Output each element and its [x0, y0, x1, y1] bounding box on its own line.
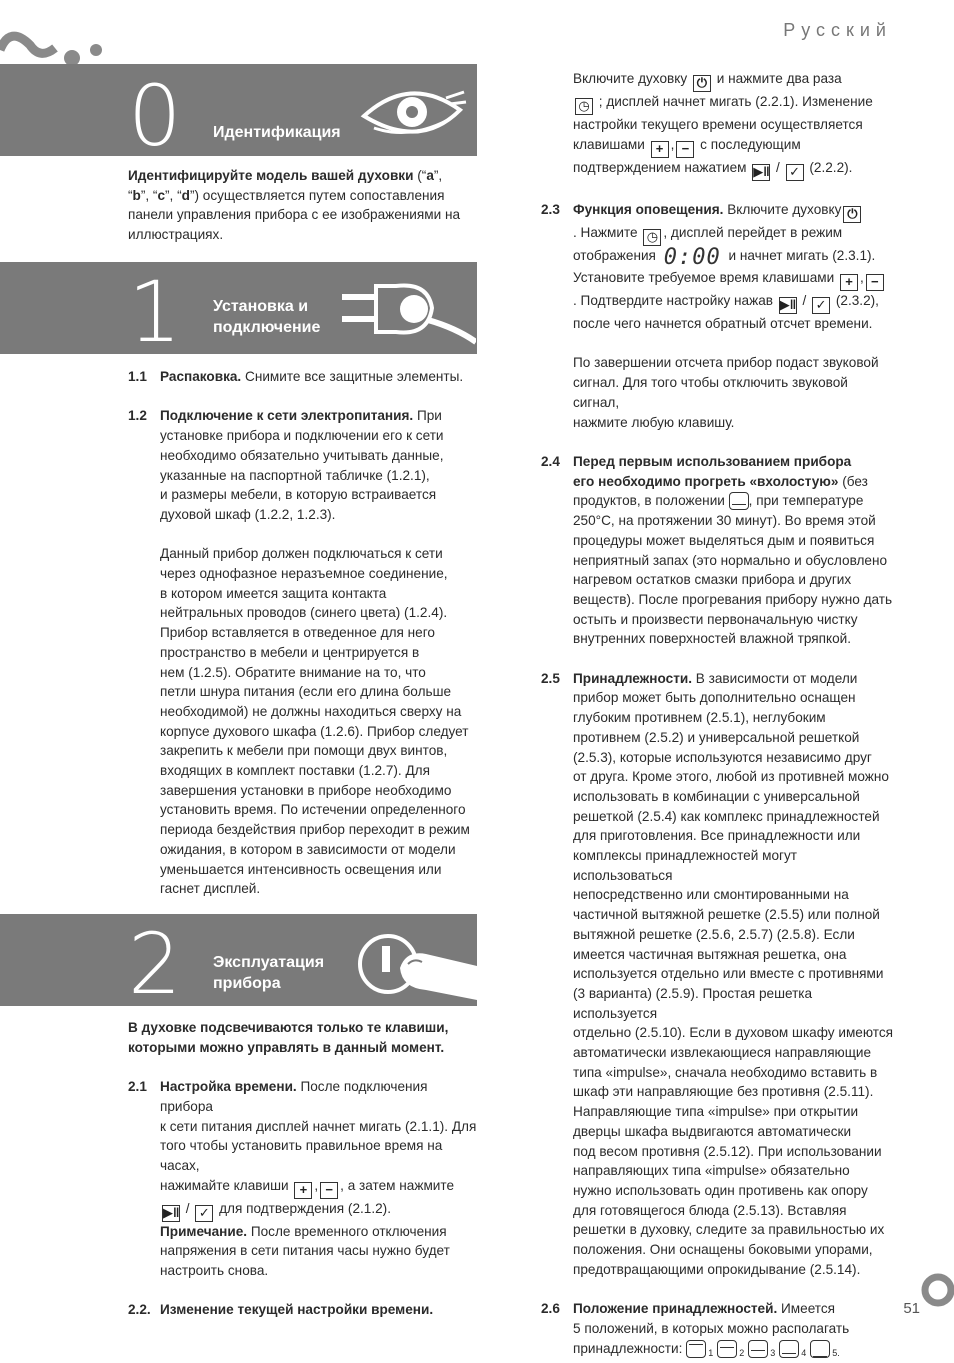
item-heading: Подключение к сети электропитания.	[160, 408, 414, 424]
item-heading: Настройка времени.	[160, 1079, 297, 1095]
shelf-position-icon	[717, 1340, 737, 1358]
shelf-position-icon	[748, 1340, 768, 1358]
text-line: установить время. По истечении определенного	[160, 802, 466, 818]
section-2-content-left	[128, 1018, 478, 1320]
play-pause-key-icon: ▶‖	[753, 163, 770, 179]
text-line: закрепить к мебели при помощи двух винтов,	[160, 743, 448, 759]
brand-logo-swirl	[0, 20, 110, 70]
item-heading: Функция оповещения.	[573, 202, 724, 218]
text-line: сигнал. Для того чтобы отключить звуковой сигнал,	[573, 375, 848, 410]
text-line: прибор может быть дополнительно оснащен	[573, 690, 856, 706]
shelf-position-icon	[686, 1340, 706, 1358]
text-line: под весом противня (2.5.12). При использовании	[573, 1143, 882, 1159]
text-line: дверцы шкафа выдвигаются автоматически	[573, 1123, 852, 1139]
item-number: 2.5	[541, 670, 560, 686]
item-number: 2.4	[541, 453, 560, 469]
text-line: корпусе духового шкафа (1.2.6). Прибор следует	[160, 723, 469, 739]
clock-key-icon: ◷	[575, 98, 593, 115]
shelf-position-icon	[729, 492, 749, 510]
text: ”, “	[165, 187, 182, 203]
item-heading: Изменение текущей настройки времени.	[160, 1302, 434, 1318]
text-line: от друга. Кроме этого, любой из противней можно	[573, 769, 889, 785]
item-2-3	[541, 200, 896, 432]
text-line: завершения установки в приборе необходимо	[160, 782, 452, 798]
item-2-2-continued	[541, 69, 896, 181]
text: клавишами	[573, 136, 649, 152]
item-heading: его необходимо прогреть «вхолостую»	[573, 473, 839, 489]
text-line: использовать в комбинации с универсальной	[573, 788, 860, 804]
text: ,	[860, 270, 864, 286]
text-line: того чтобы установить правильное время на часах,	[160, 1138, 443, 1173]
text: После подключения прибора	[160, 1079, 428, 1114]
text: При	[413, 408, 442, 424]
decorative-ring-icon	[920, 1272, 954, 1308]
item-1-1	[128, 367, 478, 387]
text-line: глубоким противнем (2.5.1), неглубоким	[573, 710, 826, 726]
check-key-icon: ✓	[786, 164, 804, 181]
text: В зависимости от модели	[692, 670, 858, 686]
text-line: 5 положений, в которых можно располагать	[573, 1320, 850, 1336]
play-pause-key-icon: ▶‖	[163, 1204, 180, 1220]
text: (2.3.2),	[832, 293, 879, 309]
shelf-position-label: 1	[708, 1347, 714, 1358]
item-heading: Распаковка.	[160, 369, 242, 384]
section-2-header	[0, 914, 477, 1013]
text-line: напряжения в сети питания часы нужно будет	[160, 1243, 450, 1259]
text-line: решетки в духовку, следите за правильностью их	[573, 1222, 885, 1238]
text-line: настройки текущего времени осуществляется	[573, 117, 863, 132]
text: . Подтвердите настройку нажав	[573, 293, 777, 309]
text: продуктов, в положении	[573, 493, 729, 509]
text: нажимайте клавиши	[160, 1177, 293, 1193]
text-line: входящих в комплект поставки (1.2.7). Для	[160, 763, 430, 779]
item-2-1	[128, 1077, 478, 1281]
text: и нажмите два раза	[712, 71, 842, 86]
text: (2.2.2).	[805, 159, 853, 175]
text-line: непосредственно или смонтированными на	[573, 887, 849, 903]
identification-text	[128, 166, 478, 245]
text-line: панели управления прибора с ее изображениями на	[128, 207, 461, 223]
text: После временного отключения	[247, 1223, 447, 1239]
check-key-icon: ✓	[812, 297, 830, 314]
text-line: в котором имеется защита контакта	[160, 585, 387, 601]
text-line: остыть и произвести первоначальную чистку	[573, 611, 858, 627]
text-line: положения. Они оснащены боковыми упорами,	[573, 1242, 873, 1258]
section-number: 1	[128, 263, 182, 361]
text-line: вытяжной решетке (2.5.6, 2.5.7) (2.5.8). Если	[573, 926, 855, 942]
text-line: процедуры может выделяться дым и появиться	[573, 532, 875, 548]
item-2-5	[541, 669, 896, 1280]
text-line: периода бездействия прибор переходит в режим	[160, 822, 470, 838]
text: , а затем нажмите	[340, 1177, 455, 1193]
text: “	[128, 187, 133, 203]
text: (без	[838, 473, 868, 489]
language-label: Русский	[783, 20, 892, 40]
section-title	[213, 952, 324, 994]
text: Включите духовку	[573, 71, 691, 86]
shelf-position-label: 4	[801, 1347, 807, 1358]
text: Имеется	[777, 1301, 836, 1317]
minus-key-icon: −	[866, 274, 884, 291]
text-line: отдельно (2.5.10). Если в духовом шкафу имеются	[573, 1025, 893, 1041]
text: Снимите все защитные элементы.	[241, 369, 464, 384]
text: ,	[670, 136, 675, 152]
title-line: Эксплуатация	[213, 954, 325, 971]
item-number: 2.3	[541, 202, 560, 218]
text-line: и размеры мебели, в которую встраивается	[160, 487, 437, 503]
text-line: нужно использовать один противень как опору	[573, 1182, 868, 1198]
text-line: настроить снова.	[160, 1263, 269, 1279]
text-line: используется отдельно или вместе с противнями	[573, 966, 884, 982]
text-line: нажмите любую клавишу.	[573, 414, 735, 430]
text-line: к сети питания дисплей начнет мигать (2.1.1). Для	[160, 1118, 477, 1134]
text-line: указанные на паспортной табличке (1.2.1),	[160, 467, 430, 483]
intro-line: В духовке подсвечиваются только те клавиши,	[128, 1020, 449, 1035]
text-line: шкаф эти направляющие без противня (2.5.11).	[573, 1084, 874, 1100]
text: (“	[413, 168, 427, 183]
text: отображения	[573, 248, 660, 264]
text-line: для готовящегося блюда (2.5.13). Вставляя	[573, 1202, 847, 1218]
text-line: противнем (2.5.2) и универсальной решеткой	[573, 729, 860, 745]
display-readout: 0:00	[663, 245, 721, 271]
section-title: Идентификация	[213, 124, 341, 141]
note-heading: Примечание.	[160, 1223, 248, 1239]
plug-icon	[336, 276, 476, 346]
text-line: для приготовления. Все принадлежности или	[573, 828, 861, 844]
play-pause-key-icon: ▶‖	[779, 297, 797, 313]
text-line: решеткой (2.5.4) как комплекс принадлежностей	[573, 808, 880, 824]
model-b: b	[132, 187, 141, 203]
text-line: частичной вытяжной решетке (2.5.5) или полной	[573, 907, 880, 923]
section-number: 0	[128, 67, 182, 165]
item-2-4	[541, 452, 896, 649]
text-line: гаснет дисплей.	[160, 881, 261, 897]
page-number: 51	[903, 1300, 920, 1317]
text-line: нейтральных проводов (синего цвета) (1.2.4).	[160, 605, 448, 621]
text-line: 250°C, на протяжении 30 минут). Во время этой	[573, 513, 876, 529]
text: /	[772, 159, 784, 175]
shelf-position-icon	[779, 1340, 799, 1358]
title-line: прибора	[213, 975, 281, 992]
item-number: 1.2	[128, 408, 147, 424]
section-title	[213, 296, 320, 338]
text: подтверждением нажатием	[573, 159, 751, 175]
text-line: автоматически извлекающиеся направляющие	[573, 1045, 872, 1061]
text: ”, “	[140, 187, 158, 203]
right-column	[541, 69, 896, 1363]
text-line: необходимо обязательно учитывать данные,	[160, 447, 444, 463]
text: /	[798, 293, 811, 309]
minus-key-icon: −	[320, 1182, 338, 1199]
text-line: имеется частичная вытяжная решетка, она	[573, 946, 847, 962]
item-heading: Положение принадлежностей.	[573, 1301, 778, 1317]
text: , при температуре	[748, 493, 864, 509]
item-number: 2.6	[541, 1301, 560, 1317]
item-heading: Принадлежности.	[573, 670, 692, 686]
section-1-header	[0, 262, 477, 361]
text: для подтверждения (2.1.2).	[215, 1200, 391, 1216]
text-line: веществ). После прогревания прибору нужно дать	[573, 591, 893, 607]
text-line: необходимой) не должны находиться сверху на	[160, 703, 462, 719]
text-line: неприятный запах (это нормально и обусловлено	[573, 552, 888, 568]
intro-line: которыми можно управлять в данный момент.	[128, 1039, 445, 1055]
text-line: комплексы принадлежностей могут использоваться	[573, 848, 798, 883]
title-line: подключение	[213, 319, 321, 336]
text: ”,	[433, 168, 443, 183]
text-line: внутренних поверхностей влажной тряпкой.	[573, 631, 851, 647]
text: /	[182, 1200, 194, 1216]
text-line: духовой шкаф (1.2.2, 1.2.3).	[160, 506, 336, 522]
text-line: (2.5.3), которые используются независимо друг	[573, 749, 872, 765]
text-line: типа «impulse», сначала необходимо вставить в	[573, 1064, 878, 1080]
item-2-6	[541, 1299, 896, 1363]
text-line: нем (1.2.5). Обратите внимание на то, что	[160, 664, 426, 680]
text-line: установке прибора и подключении его к сети	[160, 428, 444, 444]
model-d: d	[181, 187, 190, 203]
item-heading: Перед первым использованием прибора	[573, 453, 852, 469]
text-line: пространство в мебели и центрируется в	[160, 644, 420, 660]
plus-key-icon: +	[840, 274, 858, 291]
shelf-position-icon	[810, 1340, 830, 1358]
text: ”) осуществляется путем сопоставления	[189, 187, 445, 203]
text-line: после чего начнется обратный отсчет времени.	[573, 316, 873, 332]
power-key-icon: ⏻	[843, 206, 861, 223]
plus-key-icon: +	[651, 141, 669, 158]
text-line: Прибор вставляется в отведенное для него	[160, 625, 435, 641]
text-line: (3 варианта) (2.5.9). Простая решетка используется	[573, 985, 813, 1021]
item-1-2	[128, 406, 478, 899]
power-key-icon: ⏻	[693, 75, 711, 92]
shelf-position-label: 5.	[832, 1347, 840, 1358]
minus-key-icon: −	[676, 141, 694, 158]
text: , дисплей перейдет в режим	[663, 225, 843, 241]
text-line: уменьшается интенсивность освещения или	[160, 861, 442, 877]
item-number: 2.2.	[128, 1302, 151, 1318]
text-line: петли шнура питания (если его длина больше	[160, 684, 452, 700]
shelf-position-label: 2	[739, 1347, 745, 1358]
section-1-content	[128, 367, 478, 899]
item-number: 2.1	[128, 1079, 147, 1095]
section-0-header	[0, 64, 477, 165]
check-key-icon: ✓	[195, 1205, 213, 1222]
text: . Нажмите	[573, 225, 642, 241]
text-line: Данный прибор должен подключаться к сети	[160, 546, 443, 562]
text: принадлежности:	[573, 1340, 687, 1356]
shelf-position-label: 3	[770, 1347, 776, 1358]
finger-button-icon	[356, 928, 477, 1006]
text-line: предотвращающими опрокидывание (2.5.14).	[573, 1261, 861, 1277]
text-line: ожидания, в котором в зависимости от модели	[160, 841, 456, 857]
clock-key-icon: ◷	[643, 229, 661, 246]
section-number: 2	[128, 915, 182, 1013]
text: ; дисплей начнет мигать (2.2.1). Изменение	[595, 94, 873, 109]
text: ,	[314, 1177, 319, 1193]
title-line: Установка и	[213, 298, 309, 315]
model-c: c	[157, 187, 166, 203]
text: Включите духовку	[723, 202, 842, 218]
text-line: нагревом остатков смазки прибора и других	[573, 572, 852, 588]
text: Установите требуемое время клавишами	[573, 270, 838, 286]
text-line: через однофазное неразъемное соединение,	[160, 566, 448, 581]
item-2-2	[128, 1300, 478, 1320]
item-number: 1.1	[128, 369, 147, 384]
text: и начнет мигать (2.3.1).	[724, 248, 876, 264]
text-line: По завершении отсчета прибор подаст звуковой	[573, 355, 879, 371]
text-line: иллюстрациях.	[128, 227, 224, 243]
plus-key-icon: +	[294, 1182, 312, 1199]
text-line: Направляющие типа «impulse» при открытии	[573, 1104, 859, 1120]
text-line: направляющих типа «impulse» обязательно	[573, 1163, 850, 1179]
ident-bold: Идентифицируйте модель вашей духовки	[128, 168, 414, 183]
model-a: a	[426, 168, 434, 183]
eye-icon	[360, 80, 470, 144]
text: с последующим	[696, 136, 801, 152]
